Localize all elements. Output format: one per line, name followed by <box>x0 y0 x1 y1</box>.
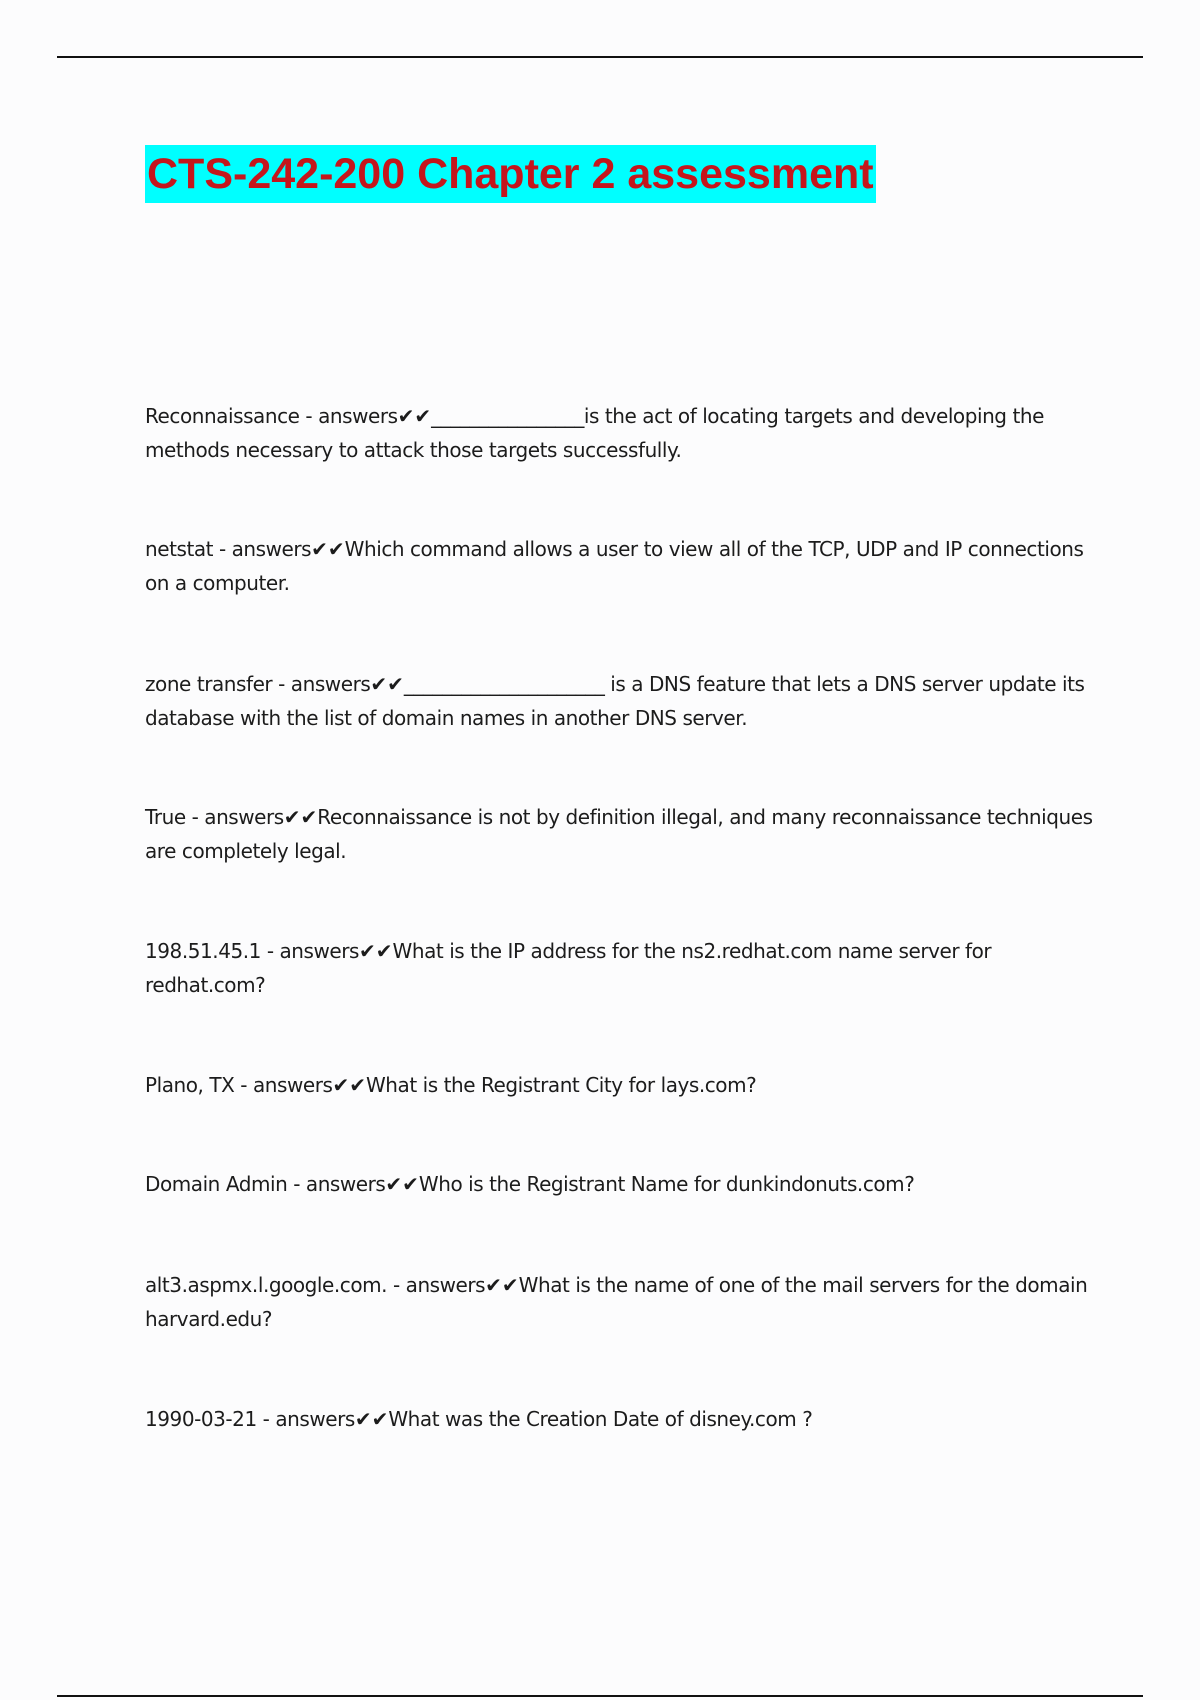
qa-item <box>145 800 1095 868</box>
check-icon: ✔✔ <box>397 404 432 428</box>
check-icon: ✔✔ <box>370 672 404 696</box>
check-icon: ✔✔ <box>311 537 345 561</box>
qa-question: Reconnaissance is not by definition illegal, and many reconnaissance techniques are completely legal. <box>145 805 1093 863</box>
qa-item <box>145 532 1095 600</box>
qa-separator: - answers <box>287 1172 386 1196</box>
qa-question: ________________is the act of locating targets and developing the methods necessary to attack those targets successfully. <box>145 404 1044 462</box>
qa-answer: alt3.aspmx.l.google.com. <box>145 1273 388 1297</box>
qa-item <box>145 1268 1095 1336</box>
top-rule <box>57 56 1143 58</box>
qa-question: _____________________ is a DNS feature that lets a DNS server update its database with the list of domain names in another DNS server. <box>145 672 1085 730</box>
qa-separator: - answers <box>213 537 312 561</box>
qa-answer: netstat <box>145 537 214 561</box>
qa-answer: zone transfer <box>145 672 273 696</box>
qa-answer: True <box>145 805 186 829</box>
qa-answer: 198.51.45.1 <box>145 939 261 963</box>
check-icon: ✔✔ <box>354 1407 389 1431</box>
qa-question: What is the Registrant City for lays.com? <box>365 1073 757 1097</box>
qa-question: Who is the Registrant Name for dunkindonuts.com? <box>418 1172 915 1196</box>
check-icon: ✔✔ <box>485 1273 519 1297</box>
qa-separator: - answers <box>234 1073 333 1097</box>
bottom-rule <box>57 1695 1143 1697</box>
qa-question: What was the Creation Date of disney.com ? <box>388 1407 813 1431</box>
qa-answer: 1990-03-21 <box>145 1407 257 1431</box>
qa-separator: - answers <box>299 404 398 428</box>
qa-item <box>145 399 1095 467</box>
qa-item <box>145 667 1095 735</box>
qa-separator: - answers <box>260 939 360 963</box>
qa-separator: - answers <box>272 672 371 696</box>
check-icon: ✔✔ <box>359 939 393 963</box>
qa-item <box>145 1068 1095 1102</box>
qa-separator: - answers <box>185 805 284 829</box>
qa-separator: - answers <box>256 1407 355 1431</box>
check-icon: ✔✔ <box>385 1172 419 1196</box>
qa-question: Which command allows a user to view all of the TCP, UDP and IP connections on a computer. <box>145 537 1084 595</box>
qa-answer: Domain Admin <box>145 1172 288 1196</box>
page-title: CTS-242-200 Chapter 2 assessment <box>145 145 876 203</box>
qa-answer: Plano, TX <box>145 1073 235 1097</box>
qa-answer: Reconnaissance <box>145 404 300 428</box>
qa-question: What is the IP address for the ns2.redhat.com name server for redhat.com? <box>145 939 992 997</box>
qa-item <box>145 1402 1095 1436</box>
qa-item <box>145 934 1095 1002</box>
title-block <box>145 145 876 203</box>
check-icon: ✔✔ <box>332 1073 366 1097</box>
qa-question: What is the name of one of the mail servers for the domain harvard.edu? <box>145 1273 1088 1331</box>
qa-separator: - answers <box>387 1273 486 1297</box>
check-icon: ✔✔ <box>283 805 318 829</box>
qa-item <box>145 1167 1095 1201</box>
